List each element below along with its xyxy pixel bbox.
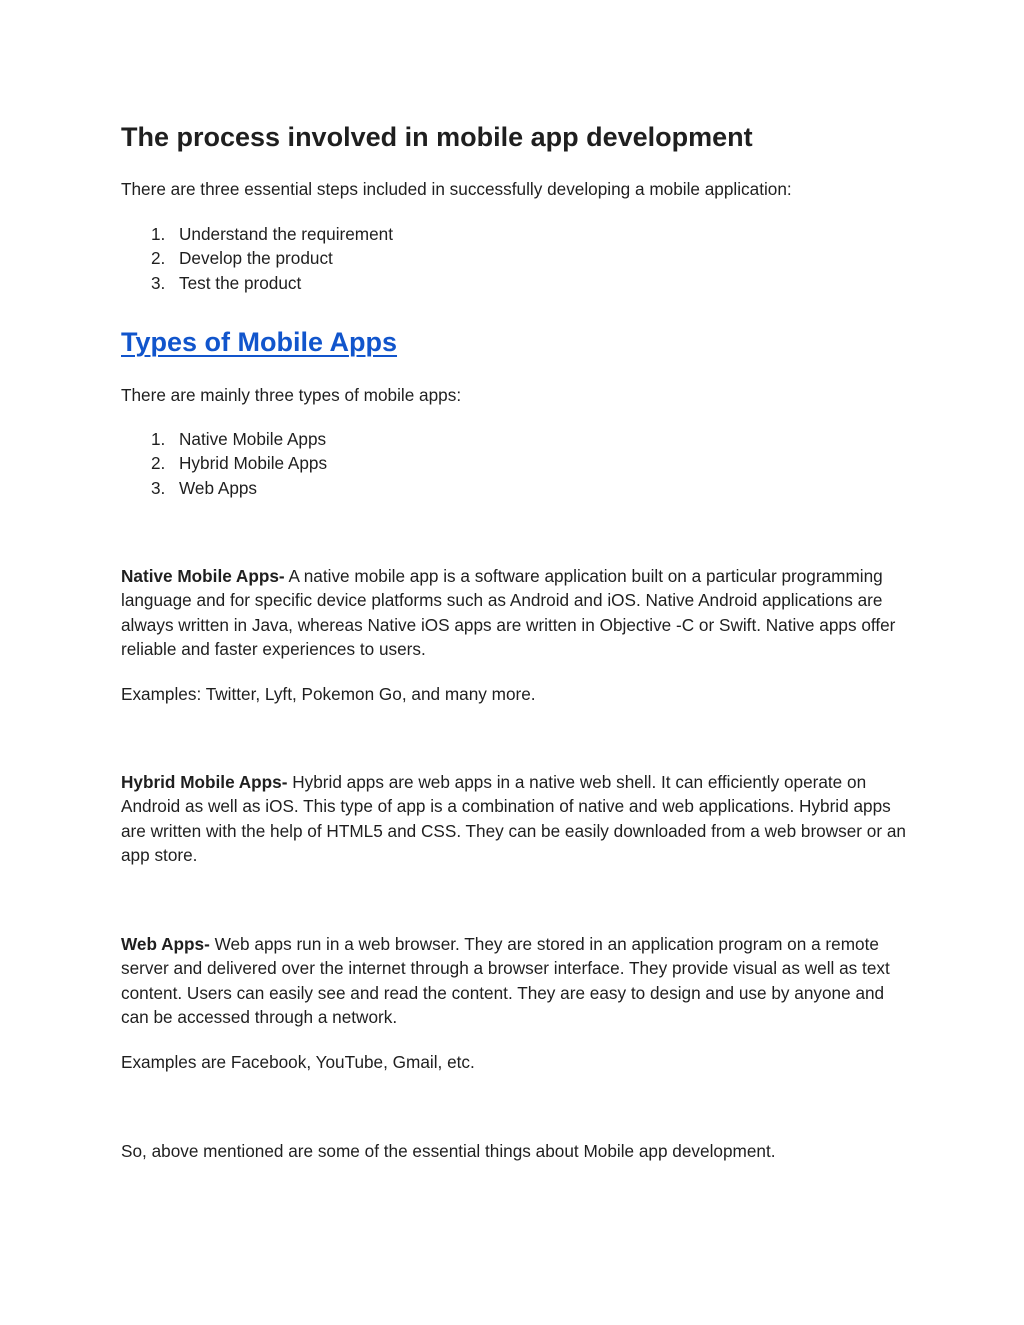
list-item: [121, 427, 327, 451]
native-label: Native Mobile Apps-: [121, 566, 285, 586]
page-title: The process involved in mobile app development: [121, 122, 753, 152]
list-text: Hybrid Mobile Apps: [179, 453, 328, 474]
hybrid-paragraph: [121, 770, 911, 868]
web-text: Web apps run in a web browser. They are stored in an application program on a remote server and delivered over the internet through a browser interface. They provide visual as well as text content. Users can easily see and read the content. They are easy to design and use by anyone and can be accessed through a network.: [121, 934, 890, 1028]
list-number: 1.: [151, 429, 166, 449]
web-paragraph: [121, 932, 911, 1030]
hybrid-text: Hybrid apps are web apps in a native web shell. It can efficiently operate on Android as well as iOS. This type of app is a combination of native and web applications. Hybrid apps are written with the help of HTML5 and CSS. They can be easily downloaded from a web browser or an app store.: [121, 772, 906, 866]
native-text: A native mobile app is a software application built on a particular programming language and for specific device platforms such as Android and iOS. Native Android applications are always written in Java, whereas Native iOS apps are written in Objective -C or Swift. Native apps offer reliable and faster experiences to users.: [121, 566, 896, 660]
list-number: 3.: [151, 272, 166, 293]
list-item: [121, 476, 327, 500]
list-text: Develop the product: [179, 248, 333, 269]
list-number: 3.: [151, 477, 166, 498]
list-text: Native Mobile Apps: [179, 429, 327, 449]
list-item: [121, 222, 393, 246]
list-number: 2.: [151, 248, 166, 269]
list-text: Understand the requirement: [179, 224, 394, 244]
web-label: Web Apps-: [121, 934, 210, 954]
types-list: [121, 427, 327, 500]
steps-intro: There are three essential steps included in successfully developing a mobile application:: [121, 179, 792, 199]
native-examples: Examples: Twitter, Lyft, Pokemon Go, and many more.: [121, 684, 536, 704]
list-item: [121, 246, 393, 270]
hybrid-label: Hybrid Mobile Apps-: [121, 772, 288, 792]
conclusion: So, above mentioned are some of the essential things about Mobile app development.: [121, 1141, 776, 1161]
list-item: [121, 451, 327, 475]
steps-list: [121, 222, 393, 295]
list-text: Test the product: [179, 272, 302, 293]
web-examples: Examples are Facebook, YouTube, Gmail, etc.: [121, 1052, 475, 1072]
list-number: 2.: [151, 453, 166, 474]
native-paragraph: [121, 564, 911, 662]
types-intro: There are mainly three types of mobile apps:: [121, 385, 462, 405]
types-heading-link[interactable]: Types of Mobile Apps: [121, 327, 398, 357]
list-number: 1.: [151, 224, 166, 244]
list-item: [121, 271, 393, 295]
list-text: Web Apps: [179, 477, 258, 498]
